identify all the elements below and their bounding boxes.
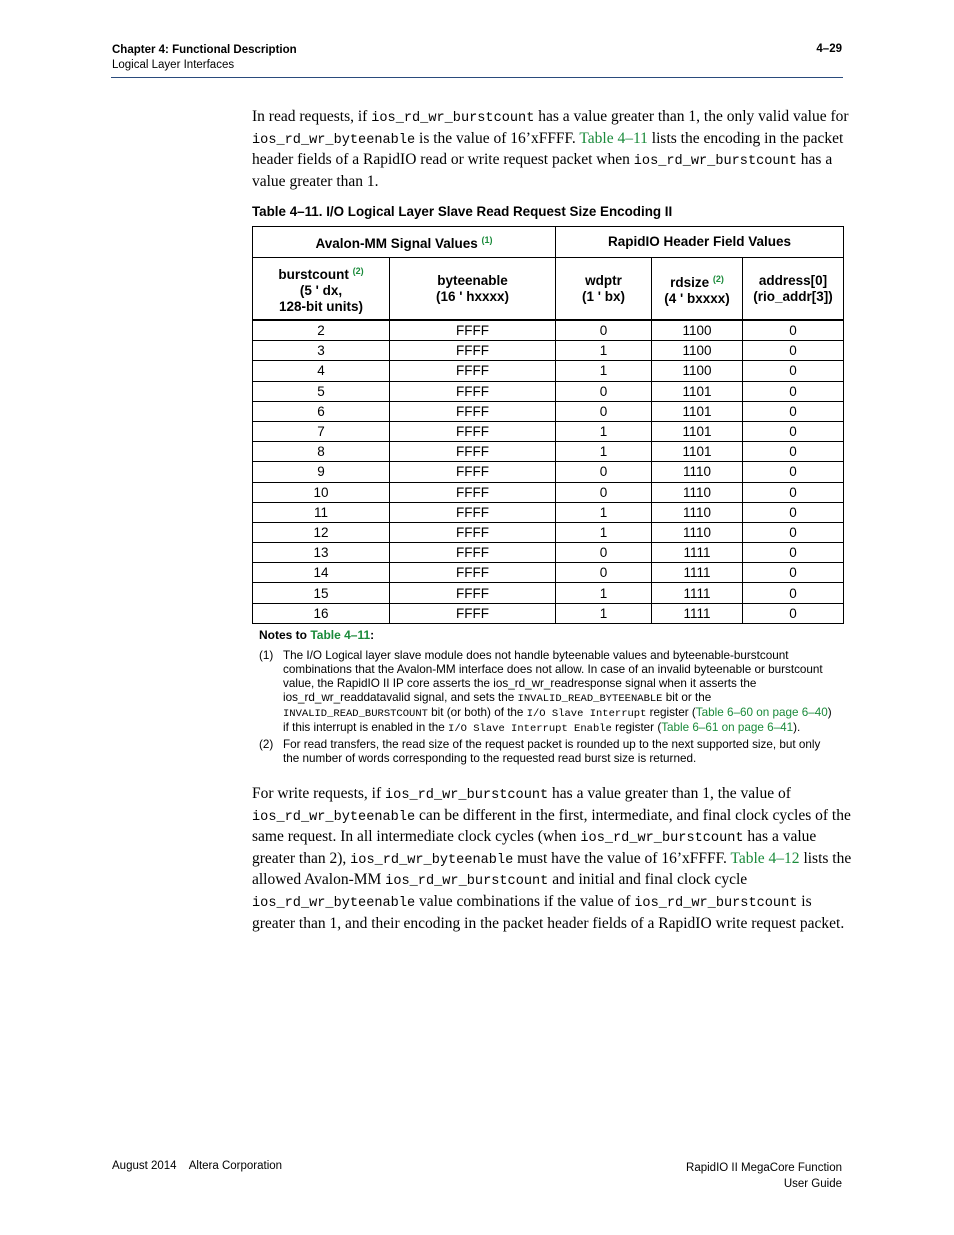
header-section: Logical Layer Interfaces [112, 59, 235, 71]
cell-byteenable: FFFF [390, 442, 556, 462]
table-row [253, 482, 844, 502]
table-row [253, 502, 844, 522]
table-row [253, 320, 844, 341]
cell-byteenable: FFFF [390, 341, 556, 361]
col-sub: (16 ' hxxxx) [436, 288, 509, 304]
cell-burstcount: 6 [253, 401, 390, 421]
cell-burstcount: 14 [253, 563, 390, 583]
table-4-12-link[interactable]: Table 4–12 [730, 849, 800, 867]
text: has a value greater than 1, the only valid value for [534, 108, 849, 125]
cell-wdptr: 1 [556, 361, 652, 381]
cell-wdptr: 1 [556, 603, 652, 623]
header-chapter: Chapter 4: Functional Description [112, 44, 297, 56]
encoding-table [252, 226, 844, 624]
cell-wdptr: 1 [556, 583, 652, 603]
table-row [253, 522, 844, 542]
footer-title: RapidIO II MegaCore Function [686, 1162, 842, 1174]
cell-burstcount: 10 [253, 482, 390, 502]
text: has a value greater than 1, the value of [548, 785, 791, 802]
header-label: Avalon-MM Signal Values [315, 236, 478, 251]
cell-burstcount: 7 [253, 421, 390, 441]
cell-byteenable: FFFF [390, 361, 556, 381]
cell-address: 0 [743, 421, 844, 441]
col-sub: (5 ' dx, [299, 282, 343, 298]
cell-byteenable: FFFF [390, 421, 556, 441]
text: bit (or both) of the [427, 706, 527, 719]
code-byteenable: ios_rd_wr_byteenable [252, 895, 416, 911]
text: In read requests, if [252, 108, 372, 125]
cell-burstcount: 15 [253, 583, 390, 603]
code-burstcount: ios_rd_wr_burstcount [633, 154, 797, 170]
col-address [743, 258, 844, 321]
header-avalon-mm [253, 227, 556, 258]
running-header [112, 43, 297, 73]
code-burstcount: ios_rd_wr_burstcount [371, 111, 535, 126]
cell-address: 0 [743, 462, 844, 482]
cell-wdptr: 0 [556, 543, 652, 563]
text: ) if this interrupt is enabled in the [283, 706, 832, 734]
cell-rdsize: 1110 [652, 462, 743, 482]
cell-burstcount: 11 [253, 502, 390, 522]
col-sub: (rio_addr[3]) [753, 288, 833, 304]
text: can be different in the first, intermediate, and final clock cycles of the same request. In all intermediate clock cycles (when [252, 806, 851, 846]
cell-burstcount: 13 [253, 543, 390, 563]
note-ref-2[interactable]: (2) [712, 273, 724, 284]
footer-document [560, 1160, 842, 1192]
text: : [370, 628, 375, 642]
col-wdptr [556, 258, 652, 321]
cell-wdptr: 1 [556, 442, 652, 462]
text: must have the value of 16’xFFFF. [513, 849, 731, 867]
cell-wdptr: 0 [556, 401, 652, 421]
cell-address: 0 [743, 583, 844, 603]
col-rdsize [652, 258, 743, 321]
cell-wdptr: 0 [556, 482, 652, 502]
cell-burstcount: 8 [253, 442, 390, 462]
text: and initial and final clock cycle [548, 871, 748, 889]
cell-byteenable: FFFF [390, 401, 556, 421]
col-label: wdptr [585, 272, 622, 288]
code-byteenable: ios_rd_wr_byteenable [252, 132, 416, 148]
table-row [253, 401, 844, 421]
text: Notes to [259, 628, 311, 642]
col-label: rdsize [670, 274, 710, 290]
note-text: For read transfers, the read size of the request packet is rounded up to the next supported size, but only the number of words corresponding to the requested read burst size is returned. [283, 738, 821, 765]
cell-rdsize: 1101 [652, 442, 743, 462]
text: For write requests, if [252, 785, 386, 802]
cell-address: 0 [743, 320, 844, 341]
code-io-slave-interrupt: I/O Slave Interrupt [526, 708, 647, 720]
cell-address: 0 [743, 361, 844, 381]
page-number: 4–29 [816, 43, 842, 55]
cell-byteenable: FFFF [390, 543, 556, 563]
code-burstcount: ios_rd_wr_burstcount [634, 895, 798, 911]
text: has a value greater than 2), [252, 828, 817, 867]
cell-address: 0 [743, 482, 844, 502]
cell-rdsize: 1101 [652, 381, 743, 401]
col-burstcount [253, 258, 390, 321]
cell-byteenable: FFFF [390, 320, 556, 341]
header-rapidio: RapidIO Header Field Values [556, 227, 844, 258]
cell-rdsize: 1100 [652, 320, 743, 341]
cell-rdsize: 1100 [652, 341, 743, 361]
table-row [253, 603, 844, 623]
cell-address: 0 [743, 603, 844, 623]
cell-rdsize: 1110 [652, 482, 743, 502]
code-burstcount: ios_rd_wr_burstcount [385, 874, 549, 890]
text: is the value of 16’xFFFF. [415, 129, 580, 147]
table-row [253, 421, 844, 441]
col-label: address[0] [758, 272, 828, 288]
text: register ( [646, 706, 696, 719]
cell-burstcount: 9 [253, 462, 390, 482]
cell-rdsize: 1110 [652, 522, 743, 542]
cell-wdptr: 1 [556, 522, 652, 542]
cell-address: 0 [743, 502, 844, 522]
cell-rdsize: 1101 [652, 421, 743, 441]
cell-burstcount: 3 [253, 341, 390, 361]
code-burstcount: ios_rd_wr_burstcount [580, 831, 744, 847]
note-number: (1) [259, 649, 274, 662]
cell-wdptr: 0 [556, 563, 652, 583]
table-row [253, 462, 844, 482]
cell-wdptr: 1 [556, 341, 652, 361]
code-byteenable: ios_rd_wr_byteenable [350, 852, 514, 868]
cell-address: 0 [743, 563, 844, 583]
cell-address: 0 [743, 401, 844, 421]
col-label: burstcount [278, 266, 349, 282]
footer-date-company: August 2014 Altera Corporation [112, 1160, 283, 1172]
table-row [253, 361, 844, 381]
code-io-slave-interrupt-enable: I/O Slave Interrupt Enable [448, 723, 612, 735]
cell-burstcount: 4 [253, 361, 390, 381]
cell-byteenable: FFFF [390, 482, 556, 502]
cell-byteenable: FFFF [390, 603, 556, 623]
cell-rdsize: 1101 [652, 401, 743, 421]
text: is greater than 1, and their encoding in the packet header fields of a RapidIO write request packet. [252, 892, 845, 932]
table-body [253, 320, 844, 623]
note-text [283, 649, 839, 736]
cell-rdsize: 1111 [652, 603, 743, 623]
table-4-11-link[interactable]: Table 4–11 [579, 129, 648, 147]
cell-byteenable: FFFF [390, 381, 556, 401]
code-byteenable: ios_rd_wr_byteenable [252, 809, 416, 825]
cell-address: 0 [743, 442, 844, 462]
table-row [253, 341, 844, 361]
col-byteenable [390, 258, 556, 321]
note-ref-1[interactable]: (1) [481, 235, 493, 245]
table-6-60-link[interactable]: Table 6–60 on page 6–40 [695, 706, 828, 719]
code-burstcount: ios_rd_wr_burstcount [385, 788, 549, 803]
code-invalid-read-byteenable: INVALID_READ_BYTEENABLE [517, 693, 663, 705]
cell-byteenable: FFFF [390, 522, 556, 542]
cell-rdsize: 1100 [652, 361, 743, 381]
cell-byteenable: FFFF [390, 502, 556, 522]
cell-wdptr: 1 [556, 421, 652, 441]
cell-burstcount: 16 [253, 603, 390, 623]
table-row [253, 543, 844, 563]
note-number: (2) [259, 738, 274, 751]
footer-subtitle: User Guide [783, 1178, 842, 1190]
text: value combinations if the value of [415, 892, 635, 910]
cell-byteenable: FFFF [390, 563, 556, 583]
cell-wdptr: 0 [556, 320, 652, 341]
note-ref-2[interactable]: (2) [352, 265, 364, 276]
header-divider [111, 77, 843, 78]
code-invalid-read-burstcount: INVALID_READ_BURSTCOUNT [283, 708, 428, 720]
table-caption: Table 4–11. I/O Logical Layer Slave Read Request Size Encoding II [252, 204, 673, 219]
cell-wdptr: 1 [556, 502, 652, 522]
cell-address: 0 [743, 522, 844, 542]
table-row [253, 442, 844, 462]
text: lists the allowed Avalon-MM [252, 849, 852, 889]
cell-rdsize: 1111 [652, 563, 743, 583]
col-sub: (1 ' bx) [582, 288, 625, 304]
cell-byteenable: FFFF [390, 462, 556, 482]
cell-address: 0 [743, 381, 844, 401]
table-row [253, 563, 844, 583]
col-sub: (4 ' bxxxx) [664, 290, 730, 306]
notes-title [259, 628, 374, 642]
table-4-11-link[interactable]: Table 4–11 [310, 628, 371, 642]
table-6-61-link[interactable]: Table 6–61 on page 6–41 [661, 721, 794, 734]
text: ). [793, 721, 801, 734]
text: lists the encoding in the packet header fields of a RapidIO read or write request packet when [252, 129, 844, 169]
text: bit or the [662, 691, 712, 704]
table-row [253, 381, 844, 401]
cell-address: 0 [743, 543, 844, 563]
cell-wdptr: 0 [556, 462, 652, 482]
write-request-paragraph [252, 784, 852, 933]
cell-rdsize: 1111 [652, 583, 743, 603]
cell-address: 0 [743, 341, 844, 361]
cell-wdptr: 0 [556, 381, 652, 401]
cell-burstcount: 2 [253, 320, 390, 341]
cell-rdsize: 1111 [652, 543, 743, 563]
cell-rdsize: 1110 [652, 502, 743, 522]
intro-paragraph [252, 107, 852, 191]
table-row [253, 583, 844, 603]
cell-byteenable: FFFF [390, 583, 556, 603]
text: has a value greater than 1. [252, 151, 833, 190]
col-sub: 128-bit units) [278, 298, 363, 314]
cell-burstcount: 12 [253, 522, 390, 542]
text: The I/O Logical layer slave module does not handle byteenable values and byteenable-burstcount combinations that the Avalon-MM interface does not allow. In case of an invalid byteenable or burstcount value, the RapidIO II IP core asserts the ios_rd_wr_readresponse signal when it asserts the ios_rd_wr_readdatavalid signal, and sets the [283, 649, 823, 704]
cell-burstcount: 5 [253, 381, 390, 401]
text: register ( [611, 721, 662, 734]
col-label: byteenable [437, 272, 508, 288]
